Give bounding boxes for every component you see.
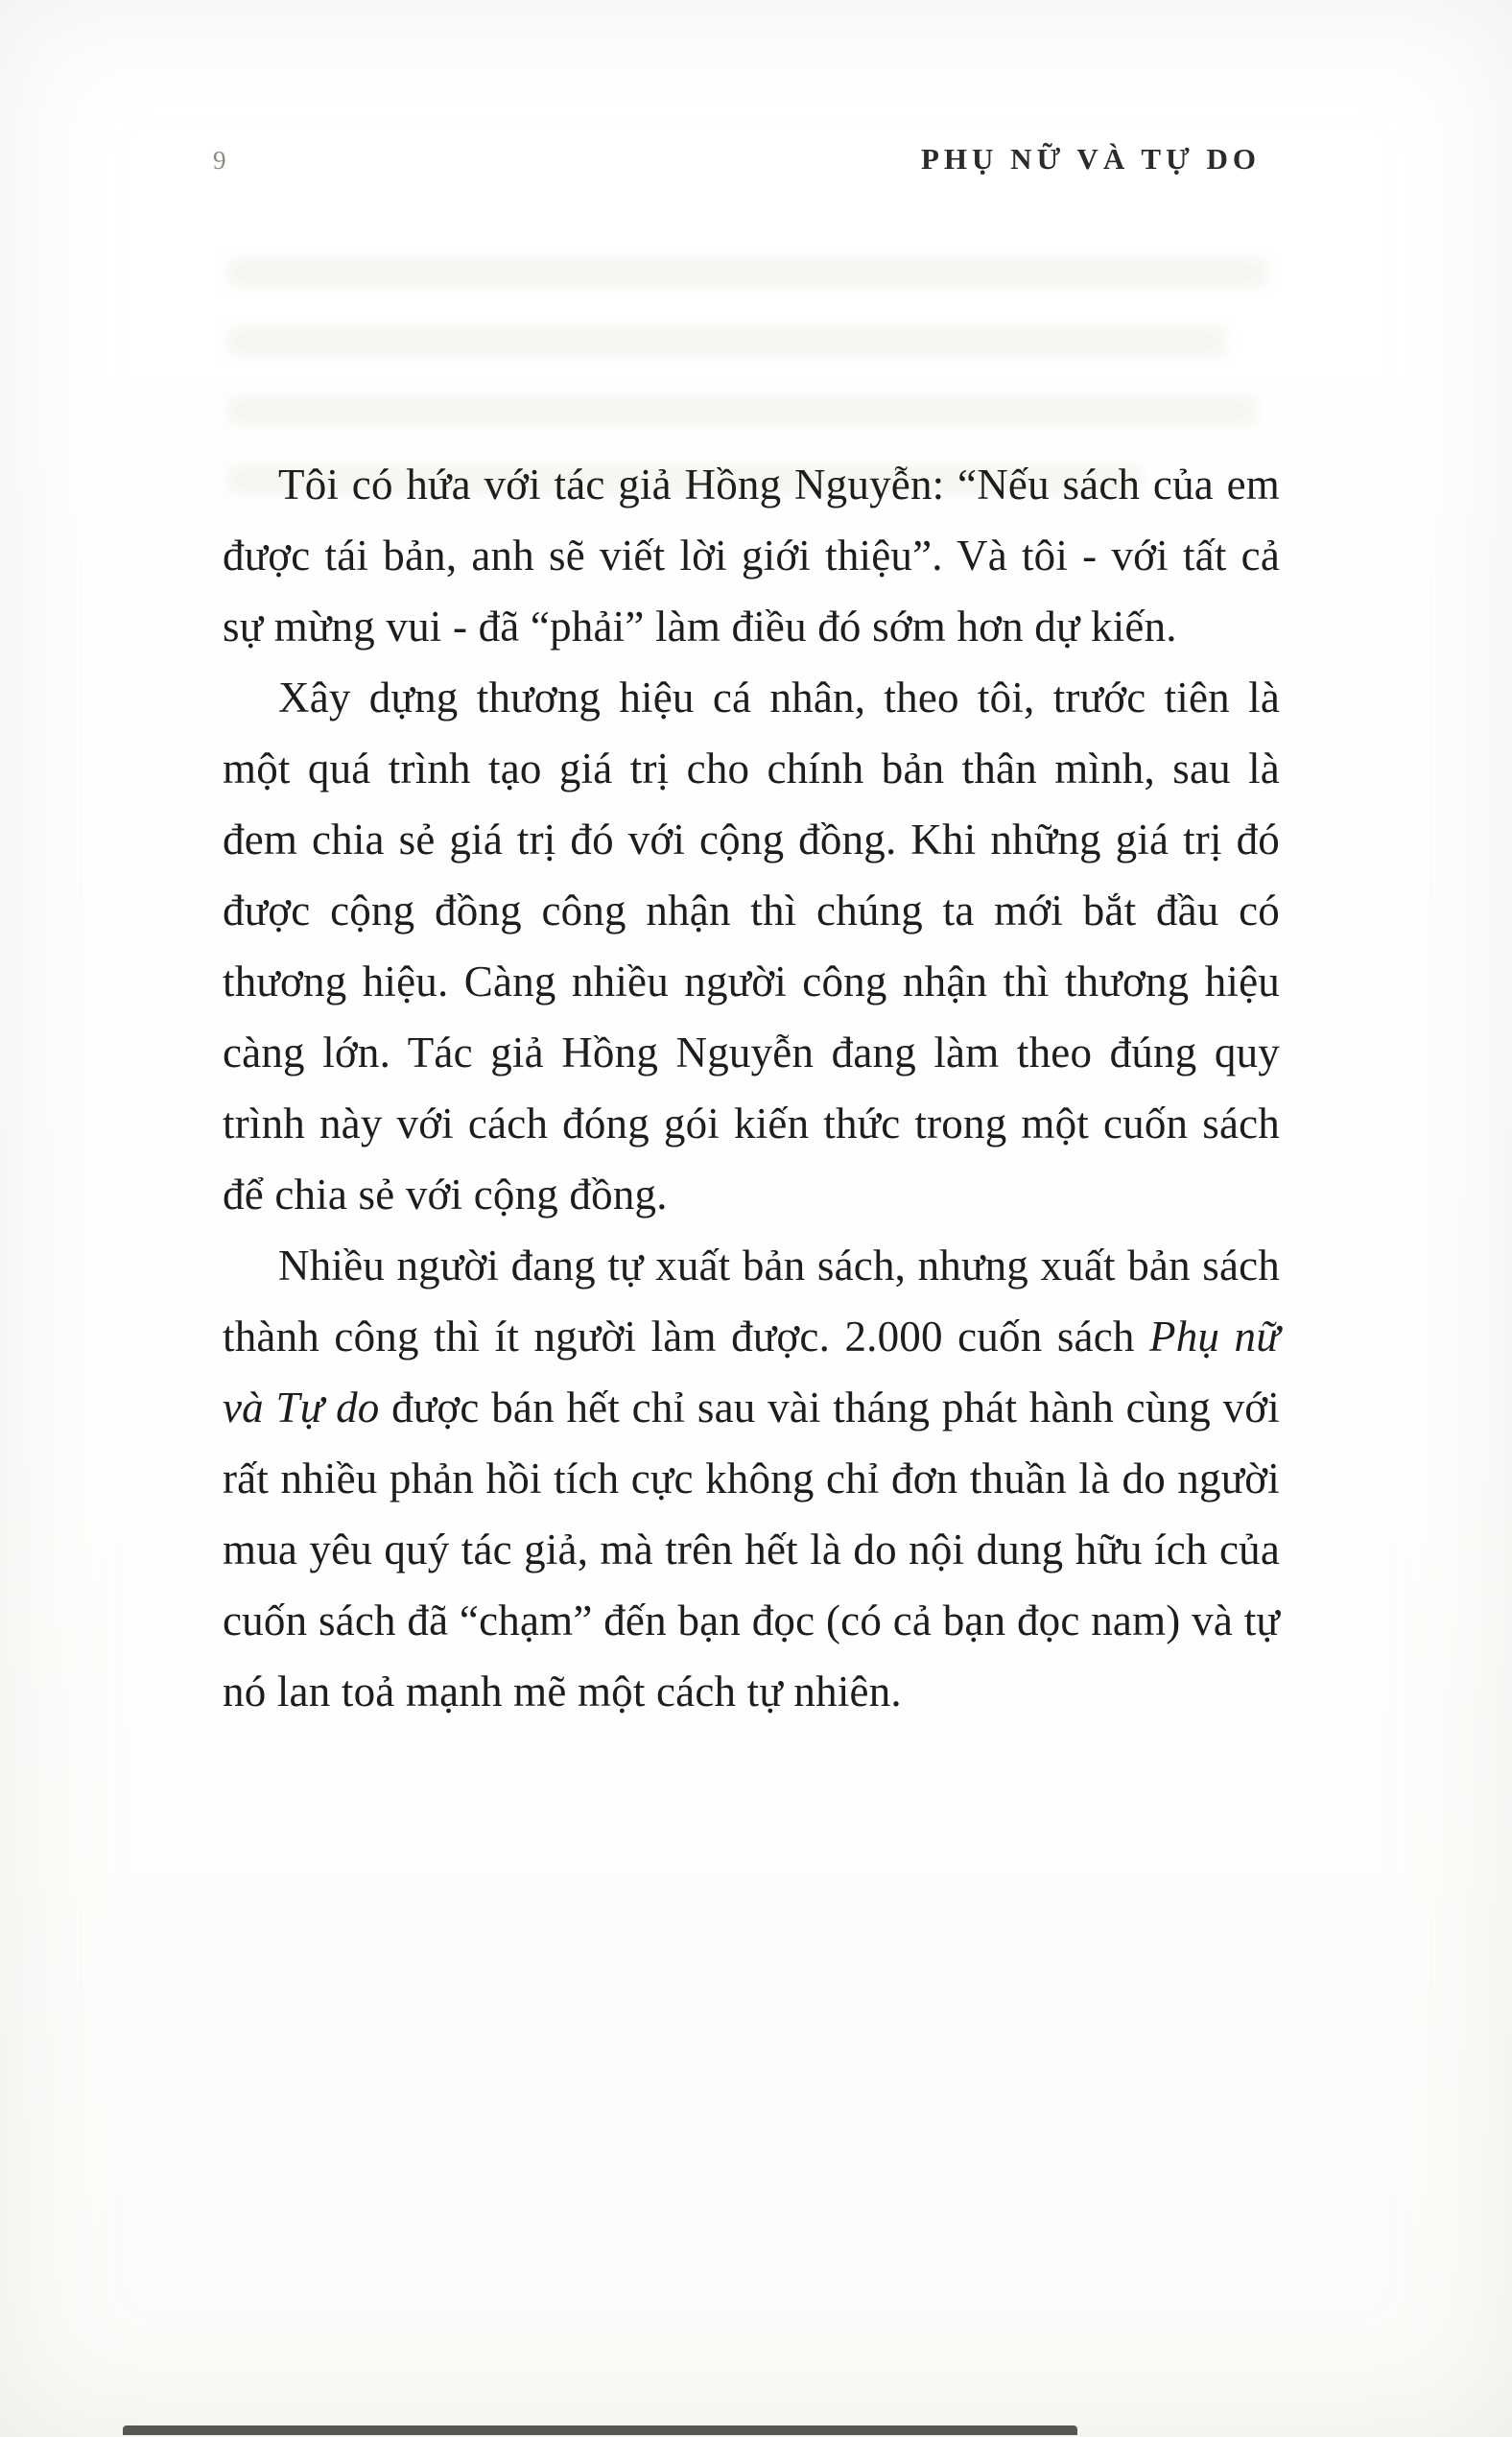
page-number: 9 (213, 146, 226, 175)
bleedthrough-line (226, 326, 1226, 357)
bleedthrough-line (226, 395, 1257, 426)
paragraph-3-text-cont: được bán hết chỉ sau vài tháng phát hành cùng với rất nhiều phản hồi tích cực không chỉ đơn thuần là do người mua yêu quý tác giả, mà trên hết là do nội dung hữu ích của cuốn sách đã “chạm” đến bạn đọc (có cả bạn đọc nam) và tự nó lan toả mạnh mẽ một cách tự nhiên. (223, 1384, 1280, 1715)
paragraph-1: Tôi có hứa với tác giả Hồng Nguyễn: “Nếu sách của em được tái bản, anh sẽ viết lời giới thiệu”. Và tôi - với tất cả sự mừng vui - đã “phải” làm điều đó sớm hơn dự kiến. (223, 461, 1280, 651)
paragraph-2: Xây dựng thương hiệu cá nhân, theo tôi, trước tiên là một quá trình tạo giá trị cho chính bản thân mình, sau là đem chia sẻ giá trị đó với cộng đồng. Khi những giá trị đó được cộng đồng công nhận thì chúng ta mới bắt đầu có thương hiệu. Càng nhiều người công nhận thì thương hiệu càng lớn. Tác giả Hồng Nguyễn đang làm theo đúng quy trình này với cách đóng gói kiến thức trong một cuốn sách để chia sẻ với cộng đồng. (223, 674, 1280, 1218)
page-header (213, 142, 1261, 177)
bleedthrough-line (226, 257, 1267, 288)
scan-bottom-edge (123, 2425, 1077, 2435)
running-header: PHỤ NỮ VÀ TỰ DO (921, 142, 1261, 176)
body-text (223, 449, 1280, 1727)
paragraph-3-text: Nhiều người đang tự xuất bản sách, nhưng xuất bản sách thành công thì ít người làm được. 2.000 cuốn sách (223, 1242, 1280, 1360)
book-title-italic: Phụ nữ và Tự do (223, 1313, 1280, 1431)
paragraph-3 (223, 1230, 1280, 1727)
